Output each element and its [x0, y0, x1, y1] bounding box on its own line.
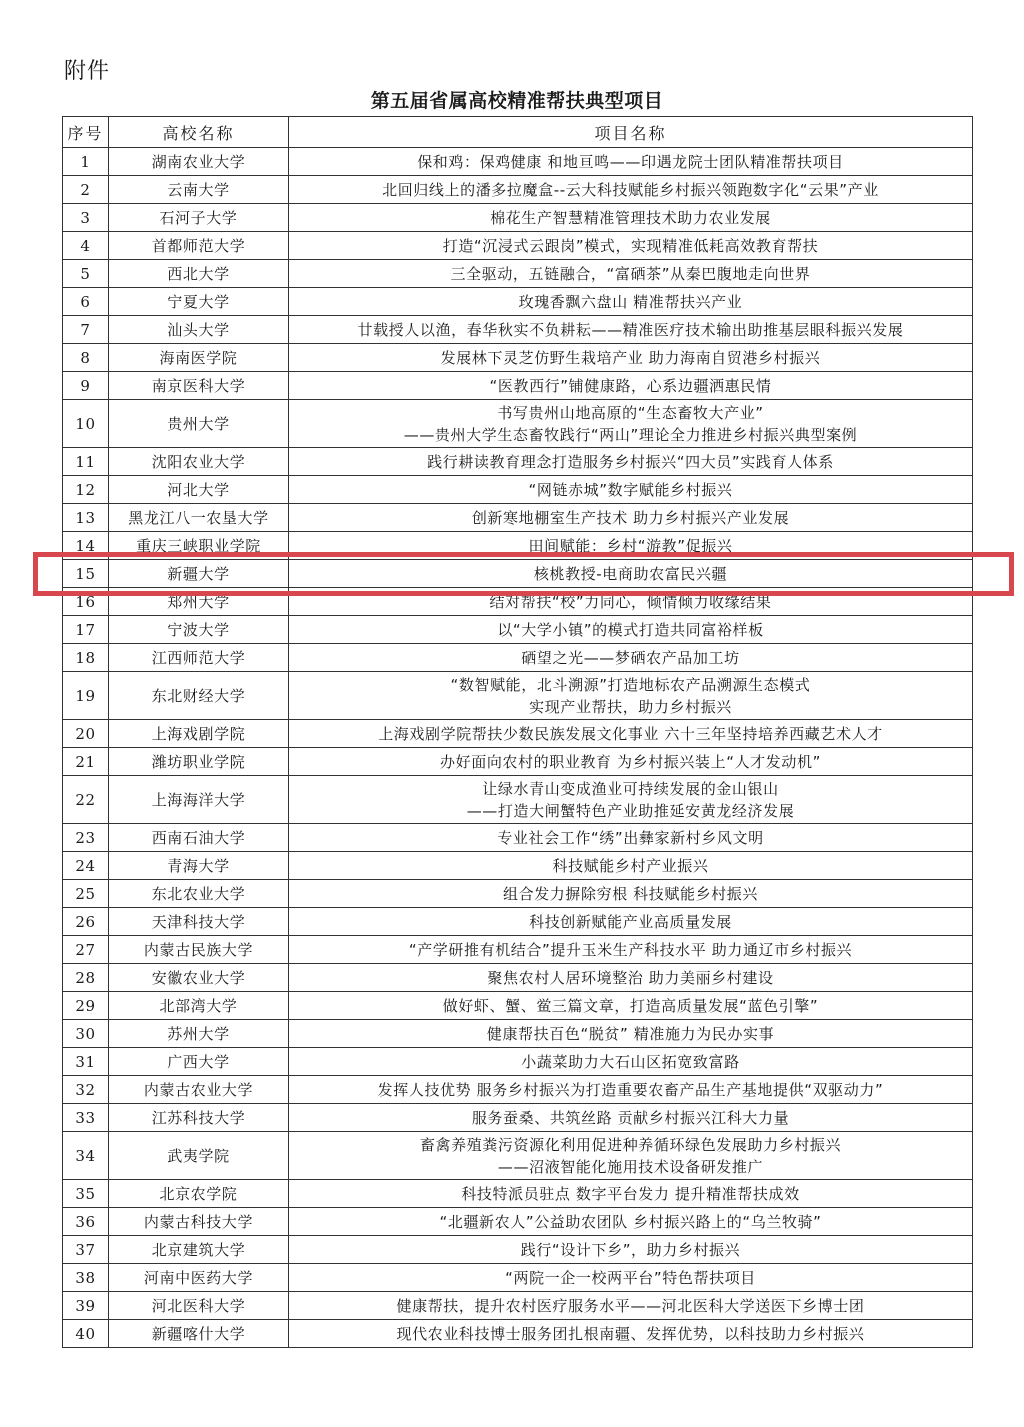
university-name: 北京农学院: [109, 1180, 289, 1208]
university-name: 宁夏大学: [109, 288, 289, 316]
project-name: [289, 1320, 973, 1348]
project-name-line: 实现产业帮扶，助力乡村振兴: [529, 697, 732, 716]
row-number: 13: [63, 504, 109, 532]
university-name: 重庆三峡职业学院: [109, 532, 289, 560]
table-row: [63, 1020, 973, 1048]
project-name: [289, 504, 973, 532]
table-row: [63, 776, 973, 824]
table-row: [63, 992, 973, 1020]
row-number: 12: [63, 476, 109, 504]
table-row: [63, 560, 973, 588]
row-number: 31: [63, 1048, 109, 1076]
project-name: [289, 588, 973, 616]
project-name-line: 做好虾、蟹、鲎三篇文章，打造高质量发展“蓝色引擎”: [442, 996, 819, 1015]
project-name-line: ——沼液智能化施用技术设备研发推广: [497, 1157, 764, 1176]
university-name: 贵州大学: [109, 400, 289, 448]
project-name-line: 让绿水青山变成渔业可持续发展的金山银山: [482, 779, 779, 798]
table-row: [63, 964, 973, 992]
column-header-number: 序号: [63, 117, 109, 148]
project-name-line: 组合发力摒除穷根 科技赋能乡村振兴: [503, 884, 758, 903]
row-number: 35: [63, 1180, 109, 1208]
project-name: [289, 176, 973, 204]
project-name-line: “医教西行”铺健康路，心系边疆洒惠民情: [489, 376, 772, 395]
project-name-line: 科技特派员驻点 数字平台发力 提升精准帮扶成效: [461, 1184, 800, 1203]
project-name: [289, 720, 973, 748]
table-row: [63, 476, 973, 504]
project-name-line: 科技创新赋能产业高质量发展: [529, 912, 732, 931]
project-name: [289, 644, 973, 672]
row-number: 9: [63, 372, 109, 400]
university-name: 石河子大学: [109, 204, 289, 232]
project-name-line: 现代农业科技博士服务团扎根南疆、发挥优势，以科技助力乡村振兴: [396, 1324, 865, 1343]
row-number: 6: [63, 288, 109, 316]
project-name: [289, 288, 973, 316]
project-name-line: 核桃教授-电商助农富民兴疆: [533, 564, 728, 583]
row-number: 27: [63, 936, 109, 964]
row-number: 5: [63, 260, 109, 288]
row-number: 7: [63, 316, 109, 344]
project-name-line: 科技赋能乡村产业振兴: [552, 856, 709, 875]
project-name: [289, 1104, 973, 1132]
table-row: [63, 448, 973, 476]
project-name: [289, 776, 973, 824]
university-name: 西北大学: [109, 260, 289, 288]
row-number: 22: [63, 776, 109, 824]
table-row: [63, 1076, 973, 1104]
table-row: [63, 204, 973, 232]
row-number: 1: [63, 148, 109, 176]
row-number: 34: [63, 1132, 109, 1180]
row-number: 25: [63, 880, 109, 908]
project-name: [289, 1020, 973, 1048]
project-name: [289, 148, 973, 176]
row-number: 20: [63, 720, 109, 748]
university-name: 海南医学院: [109, 344, 289, 372]
row-number: 26: [63, 908, 109, 936]
row-number: 10: [63, 400, 109, 448]
table-header-row: [63, 117, 973, 148]
project-name: [289, 400, 973, 448]
project-name-line: 北回归线上的潘多拉魔盒--云大科技赋能乡村振兴领跑数字化“云果”产业: [382, 180, 879, 199]
project-name: [289, 1208, 973, 1236]
table-row: [63, 288, 973, 316]
project-name-line: 健康帮扶百色“脱贫” 精准施力为民办实事: [486, 1024, 775, 1043]
university-name: 上海戏剧学院: [109, 720, 289, 748]
project-name: [289, 992, 973, 1020]
row-number: 30: [63, 1020, 109, 1048]
row-number: 36: [63, 1208, 109, 1236]
row-number: 8: [63, 344, 109, 372]
row-number: 28: [63, 964, 109, 992]
project-name-line: 书写贵州山地高原的“生态畜牧大产业”: [497, 403, 764, 422]
table-row: [63, 316, 973, 344]
university-name: 安徽农业大学: [109, 964, 289, 992]
university-name: 河南中医药大学: [109, 1264, 289, 1292]
row-number: 16: [63, 588, 109, 616]
project-name: [289, 560, 973, 588]
project-name: [289, 1292, 973, 1320]
row-number: 38: [63, 1264, 109, 1292]
university-name: 内蒙古科技大学: [109, 1208, 289, 1236]
project-name: [289, 476, 973, 504]
university-name: 云南大学: [109, 176, 289, 204]
row-number: 40: [63, 1320, 109, 1348]
project-name-line: 践行耕读教育理念打造服务乡村振兴“四大员”实践育人体系: [427, 452, 834, 471]
table-row: [63, 148, 973, 176]
table-row: [63, 720, 973, 748]
university-name: 江苏科技大学: [109, 1104, 289, 1132]
project-name-line: 聚焦农村人居环境整治 助力美丽乡村建设: [487, 968, 774, 987]
row-number: 3: [63, 204, 109, 232]
document-title: 第五届省属高校精准帮扶典型项目: [370, 90, 664, 112]
project-name-line: 践行“设计下乡”，助力乡村振兴: [520, 1240, 741, 1259]
table-row: [63, 1104, 973, 1132]
row-number: 11: [63, 448, 109, 476]
table-row: [63, 880, 973, 908]
table-row: [63, 936, 973, 964]
project-name: [289, 1236, 973, 1264]
row-number: 23: [63, 824, 109, 852]
university-name: 河北大学: [109, 476, 289, 504]
project-name: [289, 824, 973, 852]
university-name: 天津科技大学: [109, 908, 289, 936]
university-name: 南京医科大学: [109, 372, 289, 400]
project-name: [289, 1076, 973, 1104]
table-row: [63, 1292, 973, 1320]
university-name: 黑龙江八一农垦大学: [109, 504, 289, 532]
project-name-line: 硒望之光——梦硒农产品加工坊: [521, 648, 740, 667]
project-name-line: 廿载授人以渔，春华秋实不负耕耘——精准医疗技术输出助推基层眼科振兴发展: [357, 320, 904, 339]
table-row: [63, 1208, 973, 1236]
project-name-line: 打造“沉浸式云跟岗”模式，实现精准低耗高效教育帮扶: [442, 236, 819, 255]
project-name: [289, 616, 973, 644]
project-name: [289, 880, 973, 908]
project-name-line: “北疆新农人”公益助农团队 乡村振兴路上的“乌兰牧骑”: [439, 1212, 822, 1231]
project-name-line: 小蔬菜助力大石山区拓宽致富路: [521, 1052, 740, 1071]
table-row: [63, 908, 973, 936]
project-name-line: 以“大学小镇”的模式打造共同富裕样板: [497, 620, 764, 639]
table-row: [63, 400, 973, 448]
table-row: [63, 1132, 973, 1180]
project-name: [289, 1264, 973, 1292]
project-name: [289, 448, 973, 476]
project-name-line: ——贵州大学生态畜牧践行“两山”理论全力推进乡村振兴典型案例: [403, 425, 858, 444]
column-header-project: 项目名称: [289, 117, 973, 148]
project-name-line: 玫瑰香飘六盘山 精准帮扶兴产业: [518, 292, 743, 311]
project-name: [289, 1132, 973, 1180]
university-name: 北京建筑大学: [109, 1236, 289, 1264]
table-row: [63, 1264, 973, 1292]
project-name-line: “数智赋能，北斗溯源”打造地标农产品溯源生态模式: [450, 675, 811, 694]
project-name-line: 发展林下灵芝仿野生栽培产业 助力海南自贸港乡村振兴: [440, 348, 821, 367]
university-name: 宁波大学: [109, 616, 289, 644]
university-name: 潍坊职业学院: [109, 748, 289, 776]
table-row: [63, 672, 973, 720]
project-name-line: 办好面向农村的职业教育 为乡村振兴装上“人才发动机”: [440, 752, 821, 771]
row-number: 33: [63, 1104, 109, 1132]
project-name-line: 保和鸡：保鸡健康 和地亘鸣——印遇龙院士团队精准帮扶项目: [417, 152, 844, 171]
university-name: 汕头大学: [109, 316, 289, 344]
project-name: [289, 316, 973, 344]
project-name: [289, 908, 973, 936]
row-number: 21: [63, 748, 109, 776]
table-row: [63, 504, 973, 532]
table-row: [63, 616, 973, 644]
project-name-line: 田间赋能：乡村“游教”促振兴: [528, 536, 733, 555]
row-number: 37: [63, 1236, 109, 1264]
university-name: 广西大学: [109, 1048, 289, 1076]
project-name: [289, 344, 973, 372]
project-name: [289, 532, 973, 560]
university-name: 江西师范大学: [109, 644, 289, 672]
project-name-line: “产学研推有机结合”提升玉米生产科技水平 助力通辽市乡村振兴: [408, 940, 853, 959]
project-name: [289, 964, 973, 992]
table-row: [63, 372, 973, 400]
project-name: [289, 232, 973, 260]
university-name: 河北医科大学: [109, 1292, 289, 1320]
row-number: 17: [63, 616, 109, 644]
project-name-line: 发挥人技优势 服务乡村振兴为打造重要农畜产品生产基地提供“双驱动力”: [377, 1080, 884, 1099]
table-row: [63, 824, 973, 852]
university-name: 湖南农业大学: [109, 148, 289, 176]
project-name: [289, 1048, 973, 1076]
row-number: 19: [63, 672, 109, 720]
project-name: [289, 1180, 973, 1208]
table-row: [63, 532, 973, 560]
project-name-line: 棉花生产智慧精准管理技术助力农业发展: [490, 208, 771, 227]
table-row: [63, 232, 973, 260]
university-name: 东北财经大学: [109, 672, 289, 720]
university-name: 首都师范大学: [109, 232, 289, 260]
project-name-line: 健康帮扶，提升农村医疗服务水平——河北医科大学送医下乡博士团: [396, 1296, 865, 1315]
project-name: [289, 748, 973, 776]
table-row: [63, 748, 973, 776]
project-name: [289, 260, 973, 288]
table-row: [63, 1320, 973, 1348]
project-name-line: 畜禽养殖粪污资源化利用促进种养循环绿色发展助力乡村振兴: [419, 1135, 842, 1154]
university-name: 郑州大学: [109, 588, 289, 616]
university-name: 西南石油大学: [109, 824, 289, 852]
table-row: [63, 852, 973, 880]
row-number: 32: [63, 1076, 109, 1104]
project-name: [289, 372, 973, 400]
university-name: 内蒙古农业大学: [109, 1076, 289, 1104]
university-name: 内蒙古民族大学: [109, 936, 289, 964]
project-name-line: 创新寒地棚室生产技术 助力乡村振兴产业发展: [471, 508, 790, 527]
row-number: 4: [63, 232, 109, 260]
table-row: [63, 1048, 973, 1076]
table-row: [63, 1180, 973, 1208]
row-number: 14: [63, 532, 109, 560]
project-name-line: 结对帮扶“校”力同心，倾情倾力收缘结果: [489, 592, 772, 611]
university-name: 苏州大学: [109, 1020, 289, 1048]
university-name: 新疆大学: [109, 560, 289, 588]
table-row: [63, 260, 973, 288]
university-name: 沈阳农业大学: [109, 448, 289, 476]
row-number: 29: [63, 992, 109, 1020]
project-name-line: 三全驱动，五链融合，“富硒茶”从秦巴腹地走向世界: [450, 264, 811, 283]
project-name: [289, 936, 973, 964]
project-name-line: “网链赤城”数字赋能乡村振兴: [528, 480, 733, 499]
row-number: 39: [63, 1292, 109, 1320]
project-table: [62, 116, 973, 1348]
row-number: 15: [63, 560, 109, 588]
table-row: [63, 1236, 973, 1264]
table-body: [63, 148, 973, 1348]
project-name-line: “两院一企一校两平台”特色帮扶项目: [505, 1268, 756, 1287]
project-name-line: 上海戏剧学院帮扶少数民族发展文化事业 六十三年坚持培养西藏艺术人才: [378, 724, 883, 743]
table-row: [63, 344, 973, 372]
column-header-university: 高校名称: [109, 117, 289, 148]
row-number: 2: [63, 176, 109, 204]
university-name: 上海海洋大学: [109, 776, 289, 824]
project-name-line: 服务蚕桑、共筑丝路 贡献乡村振兴江科大力量: [471, 1108, 790, 1127]
university-name: 青海大学: [109, 852, 289, 880]
project-name: [289, 204, 973, 232]
project-name-line: ——打造大闸蟹特色产业助推延安黄龙经济发展: [466, 801, 795, 820]
project-name: [289, 852, 973, 880]
table-row: [63, 176, 973, 204]
table-row: [63, 588, 973, 616]
row-number: 18: [63, 644, 109, 672]
attachment-label: 附件: [64, 59, 111, 84]
table-row: [63, 644, 973, 672]
row-number: 24: [63, 852, 109, 880]
university-name: 新疆喀什大学: [109, 1320, 289, 1348]
university-name: 武夷学院: [109, 1132, 289, 1180]
project-name-line: 专业社会工作“绣”出彝家新村乡风文明: [497, 828, 764, 847]
university-name: 北部湾大学: [109, 992, 289, 1020]
university-name: 东北农业大学: [109, 880, 289, 908]
project-name: [289, 672, 973, 720]
